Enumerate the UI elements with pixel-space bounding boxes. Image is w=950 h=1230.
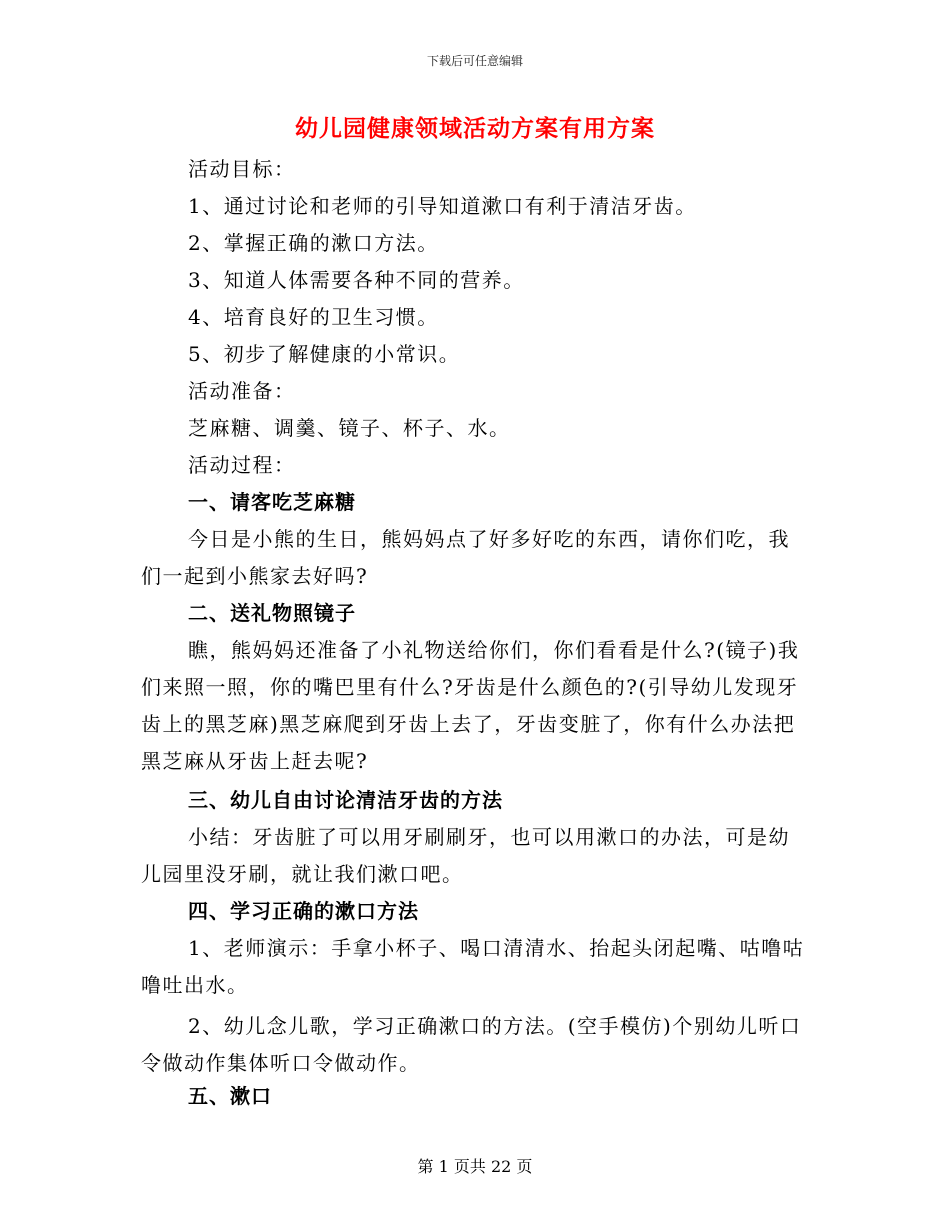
section-2-text [141,632,811,780]
goal-item-2: 2、掌握正确的漱口方法。 [188,231,439,255]
section-3-text-content: 小结：牙齿脏了可以用牙刷刷牙，也可以用漱口的办法，可是幼儿园里没牙刷，就让我们漱口吧。 [141,825,790,886]
section-4-title: 四、学习正确的漱口方法 [188,899,419,923]
section-1-text [141,521,811,595]
process-heading: 活动过程： [188,453,296,477]
document-title: 幼儿园健康领域活动方案有用方案 [295,115,655,142]
section-4-step-2-content: 2、幼儿念儿歌，学习正确漱口的方法。(空手模仿)个别幼儿听口令做动作集体听口令做动作。 [141,1014,802,1075]
prep-heading: 活动准备： [188,379,296,403]
section-1-text-content: 今日是小熊的生日，熊妈妈点了好多好吃的东西，请你们吃，我们一起到小熊家去好吗? [141,527,790,588]
section-3-title: 三、幼儿自由讨论清洁牙齿的方法 [188,788,503,812]
page-number-footer: 第 1 页共 22 页 [417,1157,533,1176]
section-3-text [141,819,811,893]
section-1-title: 一、请客吃芝麻糖 [188,490,356,514]
goal-item-1: 1、通过讨论和老师的引导知道漱口有利于清洁牙齿。 [188,194,697,218]
prep-items: 芝麻糖、调羹、镜子、杯子、水。 [188,416,511,440]
goal-item-3: 3、知道人体需要各种不同的营养。 [188,268,525,292]
section-5-title: 五、漱口 [188,1084,272,1108]
goal-item-5: 5、初步了解健康的小常识。 [188,342,461,366]
page-header-note: 下载后可任意编辑 [426,54,523,68]
section-4-step-1 [141,930,811,1004]
section-4-step-2 [141,1008,811,1082]
section-4-step-1-content: 1、老师演示：手拿小杯子、喝口清清水、抬起头闭起嘴、咕噜咕噜吐出水。 [141,936,805,997]
section-2-title: 二、送礼物照镜子 [188,601,356,625]
goal-item-4: 4、培育良好的卫生习惯。 [188,305,439,329]
goals-heading: 活动目标： [188,157,296,181]
section-2-text-content: 瞧，熊妈妈还准备了小礼物送给你们，你们看看是什么?(镜子)我们来照一照，你的嘴巴里有什么?牙齿是什么颜色的?(引导幼儿发现牙齿上的黑芝麻)黑芝麻爬到牙齿上去了，牙齿变脏了，你有什么办法把黑芝麻从牙齿上赶去呢? [141,638,800,773]
